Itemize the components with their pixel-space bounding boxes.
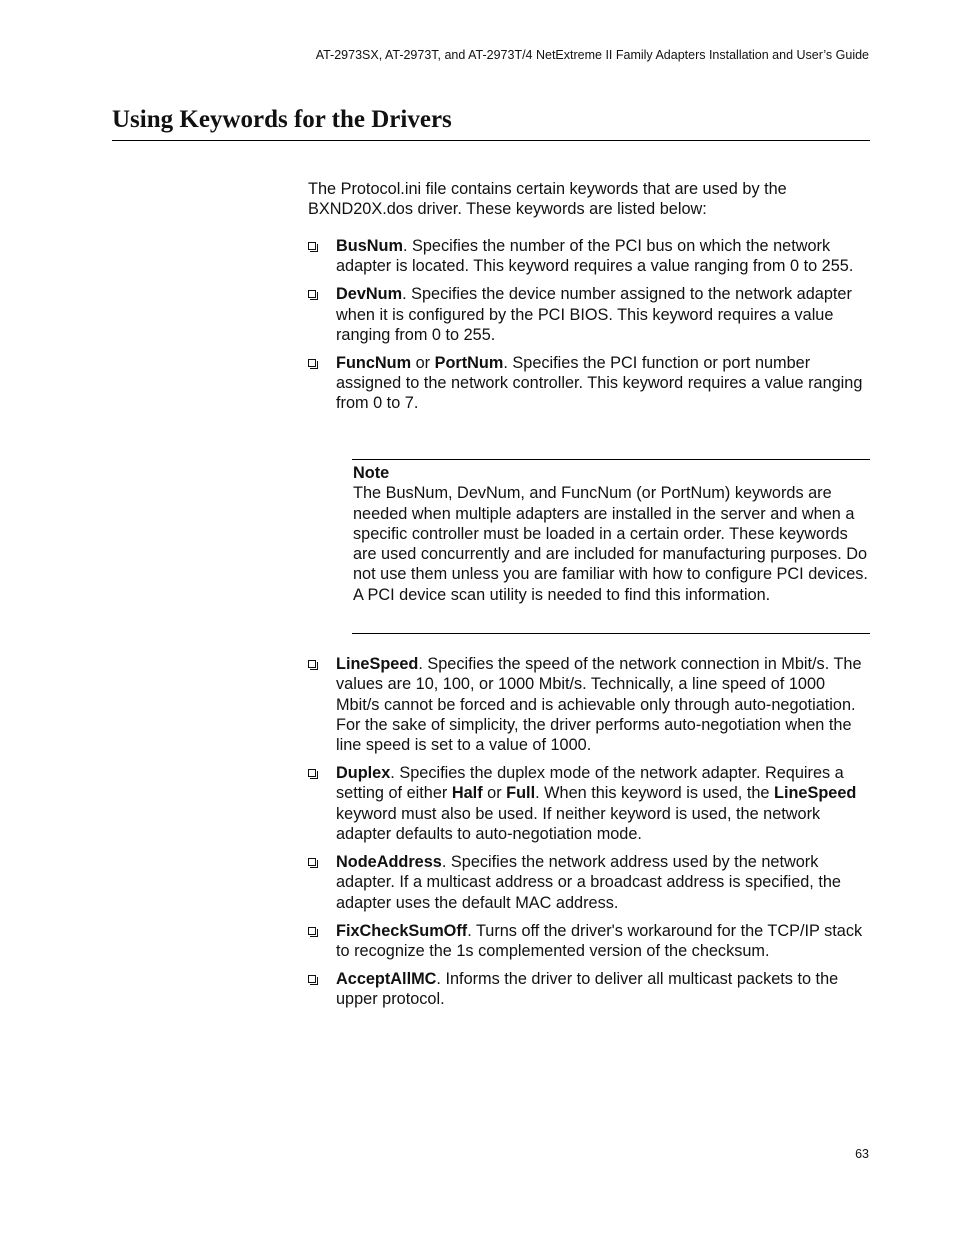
keyword-term: NodeAddress [336, 853, 442, 872]
list-item-funcnum [308, 353, 870, 414]
keyword-description: . Specifies the network address used by the network adapter. If a multicast address or a broadcast address is specified, the adapter uses the default MAC address. [336, 853, 841, 912]
bullet-box-icon [308, 242, 316, 250]
bullet-box-icon [308, 975, 316, 983]
keyword-term: LineSpeed [336, 655, 419, 673]
list-item-nodeaddress [308, 852, 870, 913]
bullet-box-icon [308, 290, 316, 298]
keyword-term: FuncNum [336, 353, 412, 372]
keyword-description: . Informs the driver to deliver all multicast packets to the upper protocol. [336, 969, 839, 1009]
note-text: The BusNum, DevNum, and FuncNum (or PortNum) keywords are needed when multiple adapters are installed in the server and when a specific controller must be loaded in a certain order. These keywords are used concurrently and are included for manufacturing purposes. Do not use them unless you are familiar with how to configure PCI devices. A PCI device scan utility is needed to find this information. [353, 484, 868, 604]
note-box [352, 459, 870, 634]
keyword-term: FixCheckSumOff [336, 921, 468, 940]
page-number: 63 [855, 1147, 869, 1161]
list-item-duplex [308, 763, 870, 844]
keyword-term: BusNum [336, 237, 403, 255]
bullet-box-icon [308, 769, 316, 777]
keyword-join: or [411, 353, 435, 372]
bold-value: LineSpeed [774, 784, 857, 803]
list-item-busnum [308, 236, 870, 277]
keyword-list-1 [308, 236, 870, 421]
keyword-term: DevNum [336, 285, 403, 304]
intro-paragraph: The Protocol.ini file contains certain keywords that are used by the BXND20X.dos driver. These keywords are listed below: [308, 180, 787, 219]
bullet-box-icon [308, 858, 316, 866]
keyword-description-part: or [482, 784, 507, 803]
keyword-description: . Turns off the driver's workaround for the TCP/IP stack to recognize the 1s complemented version of the checksum. [336, 921, 863, 960]
bullet-box-icon [308, 660, 316, 668]
bullet-box-icon [308, 927, 316, 935]
keyword-term: Duplex [336, 764, 391, 783]
list-item-fixchecksumoff [308, 921, 870, 962]
note-title: Note [353, 464, 390, 482]
keyword-list-2 [308, 654, 870, 1017]
keyword-term-2: PortNum [434, 353, 504, 372]
keyword-description-part: keyword must also be used. If neither keyword is used, the network adapter defaults to auto-negotiation mode. [336, 804, 821, 844]
section-title: Using Keywords for the Drivers [112, 106, 452, 133]
list-item-acceptallmc [308, 969, 870, 1010]
keyword-description-part: . Specifies the duplex mode of the network adapter. Requires a setting of either [336, 764, 844, 803]
keyword-description: . Specifies the speed of the network connection in Mbit/s. The values are 10, 100, or 1000 Mbit/s. Technically, a line speed of 1000 Mbit/s cannot be forced and is achievable only through auto-negotiation. For the sake of simplicity, the driver performs auto-negotiation when the line speed is set to a value of 1000. [336, 655, 862, 755]
running-header: AT-2973SX, AT-2973T, and AT-2973T/4 NetExtreme II Family Adapters Installation and User’s Guide [315, 48, 869, 62]
list-item-linespeed [308, 654, 870, 755]
keyword-term: AcceptAllMC [336, 969, 437, 988]
keyword-description: . Specifies the device number assigned to the network adapter when it is configured by the PCI BIOS. This keyword requires a value ranging from 0 to 255. [336, 285, 852, 344]
keyword-description: . Specifies the PCI function or port number assigned to the network controller. This keyword requires a value ranging from 0 to 7. [336, 353, 863, 413]
bold-value: Half [451, 784, 483, 803]
bullet-box-icon [308, 359, 316, 367]
list-item-devnum [308, 284, 870, 345]
keyword-description: . Specifies the number of the PCI bus on which the network adapter is located. This keyword requires a value ranging from 0 to 255. [336, 237, 854, 276]
keyword-description-part: . When this keyword is used, the [535, 784, 774, 803]
bold-value: Full [506, 784, 536, 803]
title-rule [112, 140, 870, 141]
